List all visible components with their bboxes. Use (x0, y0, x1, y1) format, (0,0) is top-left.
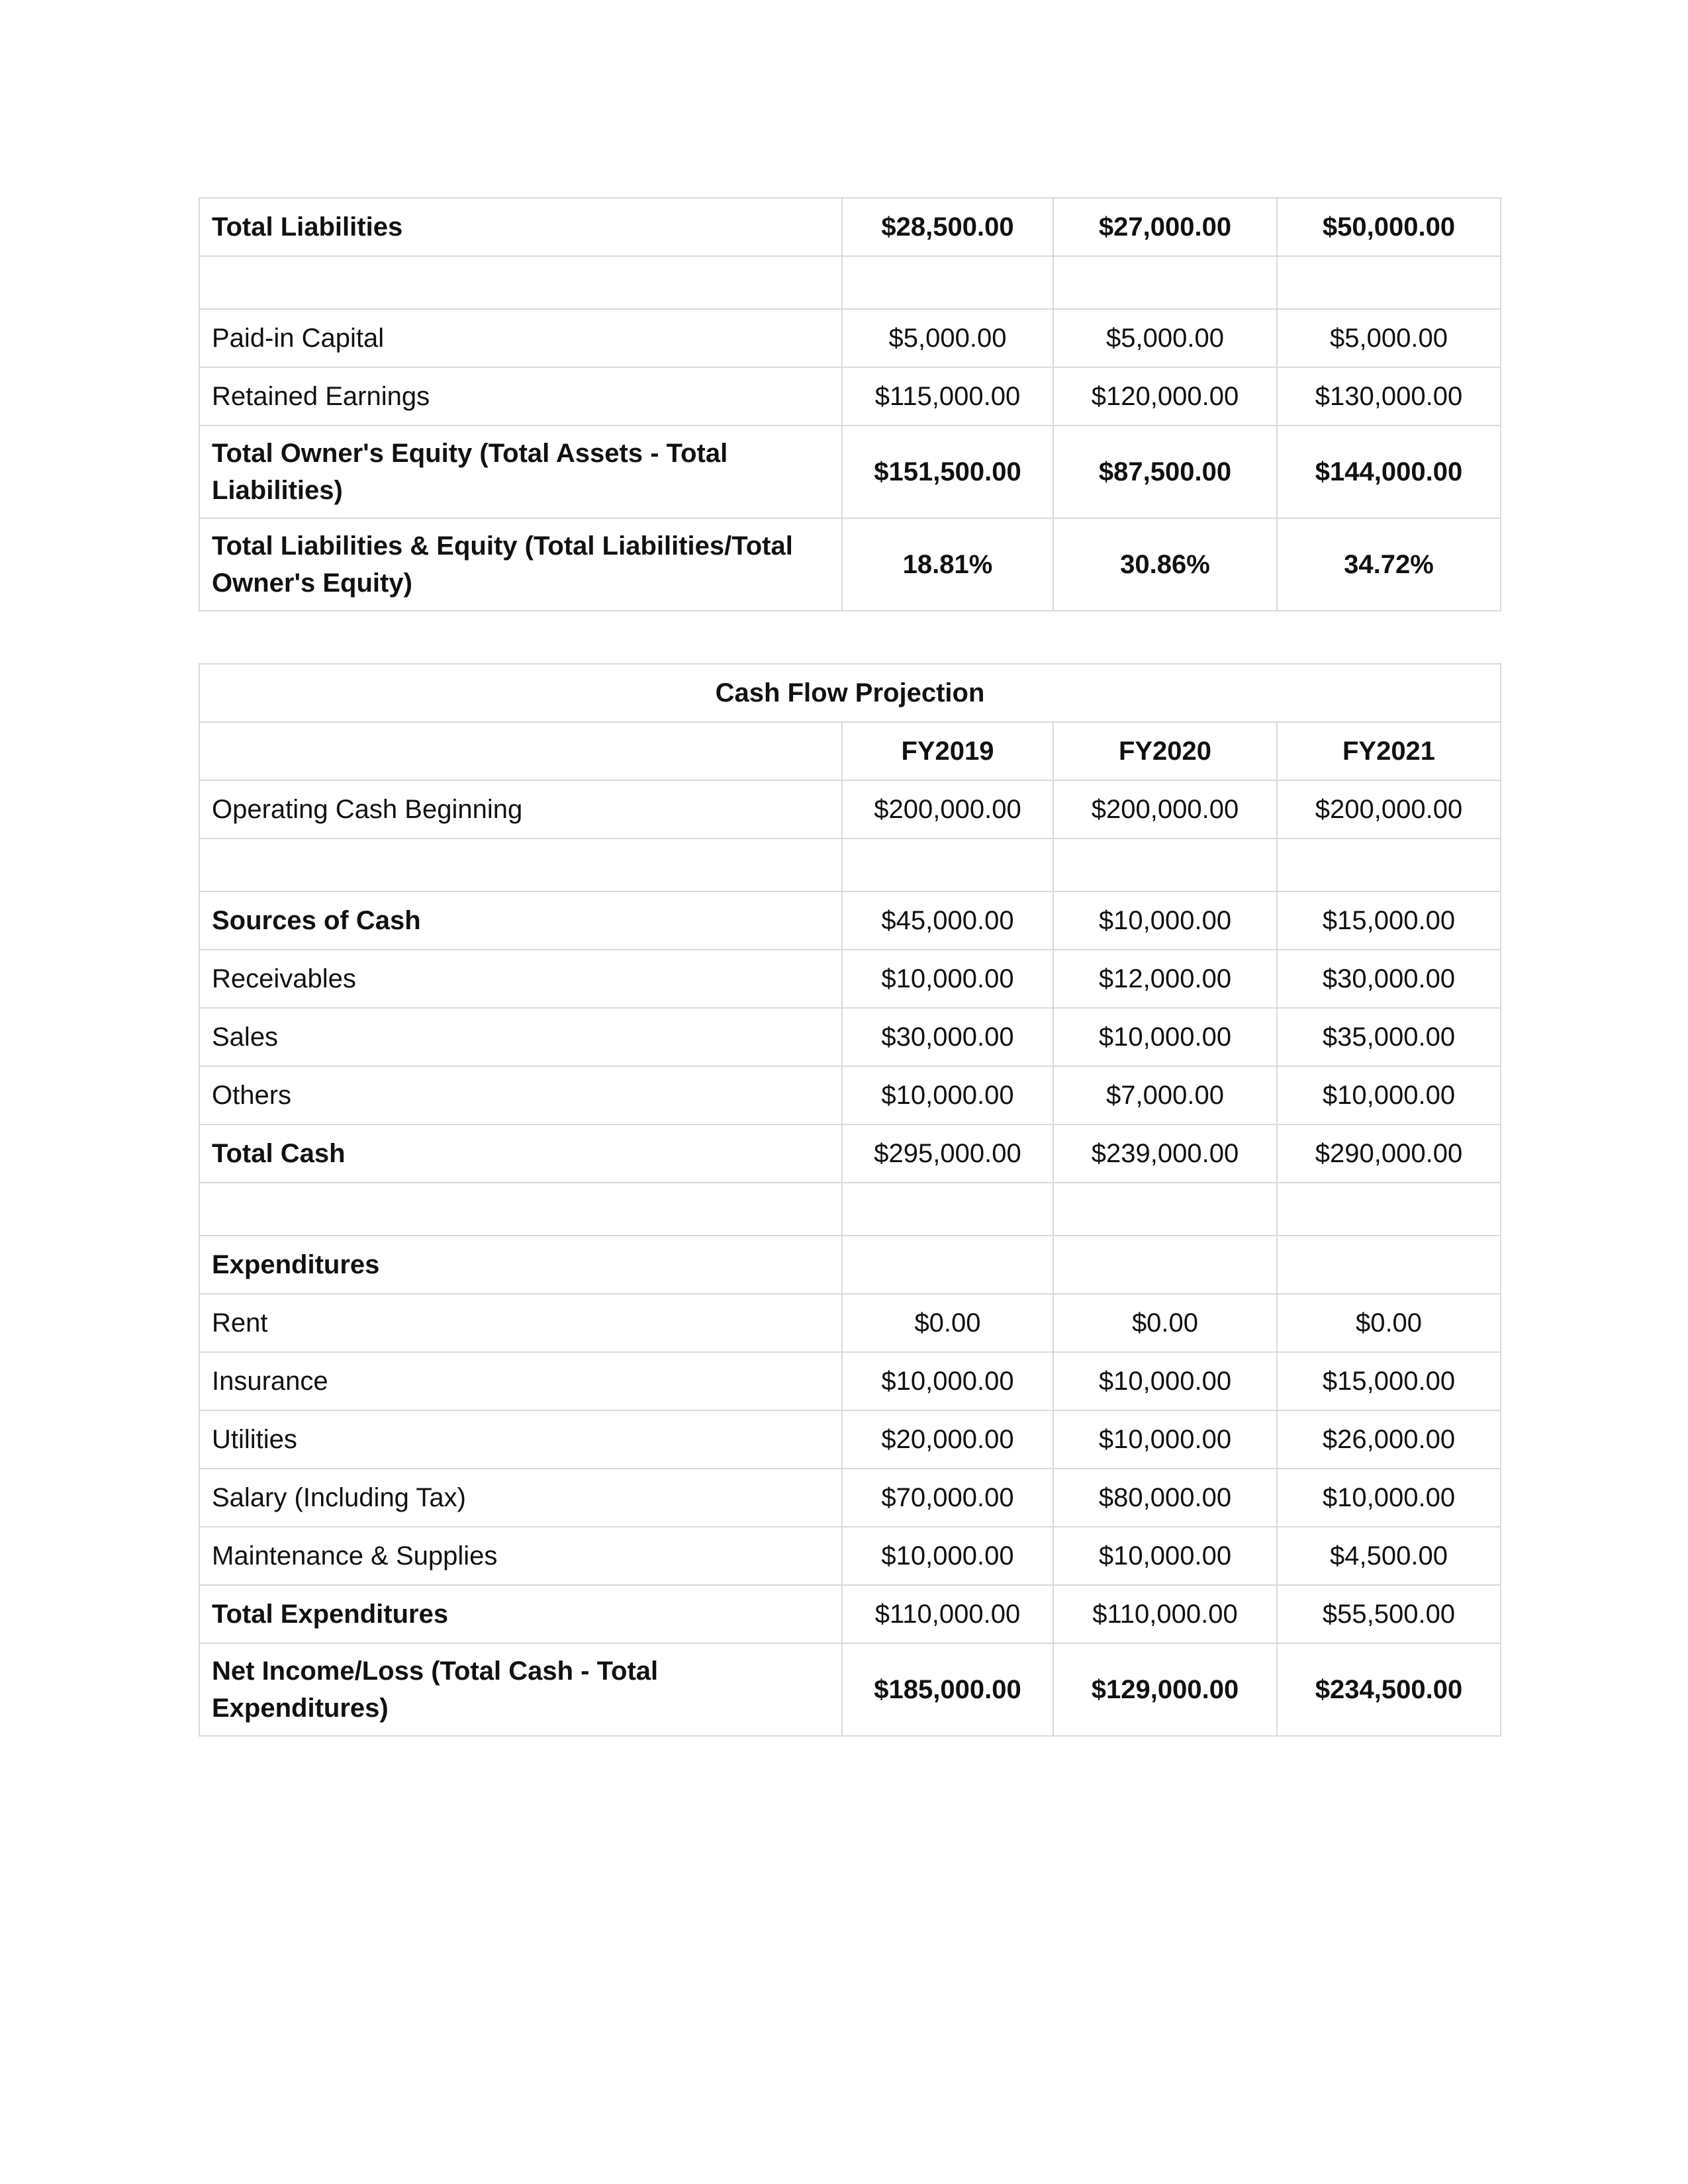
fy2020-value: 30.86% (1053, 518, 1277, 611)
row-label: Others (199, 1066, 842, 1124)
fy2021-value: $15,000.00 (1277, 1352, 1501, 1410)
row-label: Insurance (199, 1352, 842, 1410)
fy2021-value (1277, 839, 1501, 891)
fy2019-value: $115,000.00 (842, 367, 1053, 426)
fy2021-value: $5,000.00 (1277, 309, 1501, 367)
column-header-fy2019: FY2019 (842, 722, 1053, 780)
row-label: Total Cash (199, 1124, 842, 1183)
table-row (199, 426, 1501, 518)
fy2020-value: $10,000.00 (1053, 891, 1277, 950)
table-row (199, 1236, 1501, 1294)
fy2021-value (1277, 1236, 1501, 1294)
row-label: Total Expenditures (199, 1585, 842, 1643)
table-row (199, 891, 1501, 950)
fy2019-value: $45,000.00 (842, 891, 1053, 950)
table-row (199, 1352, 1501, 1410)
row-label: Total Liabilities (199, 198, 842, 256)
table-row (199, 198, 1501, 256)
fy2020-value: $80,000.00 (1053, 1469, 1277, 1527)
header-row (199, 722, 1501, 780)
fy2020-value: $10,000.00 (1053, 1352, 1277, 1410)
row-label: Rent (199, 1294, 842, 1352)
fy2019-value: $110,000.00 (842, 1585, 1053, 1643)
fy2019-value: $185,000.00 (842, 1643, 1053, 1736)
table-row (199, 1124, 1501, 1183)
fy2020-value (1053, 1183, 1277, 1236)
fy2019-value (842, 839, 1053, 891)
column-header-fy2021: FY2021 (1277, 722, 1501, 780)
fy2020-value: $87,500.00 (1053, 426, 1277, 518)
fy2021-value: $290,000.00 (1277, 1124, 1501, 1183)
table-row (199, 1643, 1501, 1736)
cash-flow-table (199, 663, 1501, 1737)
fy2021-value: $200,000.00 (1277, 780, 1501, 839)
fy2019-value: $10,000.00 (842, 1527, 1053, 1585)
fy2019-value: $28,500.00 (842, 198, 1053, 256)
fy2020-value: $129,000.00 (1053, 1643, 1277, 1736)
fy2019-value: $70,000.00 (842, 1469, 1053, 1527)
fy2021-value (1277, 1183, 1501, 1236)
fy2020-value: $239,000.00 (1053, 1124, 1277, 1183)
row-label: Salary (Including Tax) (199, 1469, 842, 1527)
row-label: Expenditures (199, 1236, 842, 1294)
fy2019-value: $200,000.00 (842, 780, 1053, 839)
fy2020-value: $10,000.00 (1053, 1410, 1277, 1469)
row-label: Retained Earnings (199, 367, 842, 426)
row-label (199, 1183, 842, 1236)
title-row (199, 664, 1501, 722)
fy2020-value (1053, 256, 1277, 309)
row-label: Net Income/Loss (Total Cash - Total Expenditures) (199, 1643, 842, 1736)
fy2021-value: $10,000.00 (1277, 1066, 1501, 1124)
fy2020-value: $12,000.00 (1053, 950, 1277, 1008)
table-row (199, 1527, 1501, 1585)
fy2019-value: $10,000.00 (842, 1352, 1053, 1410)
fy2021-value: $10,000.00 (1277, 1469, 1501, 1527)
table-row (199, 1410, 1501, 1469)
row-label: Total Owner's Equity (Total Assets - Total Liabilities) (199, 426, 842, 518)
table-row (199, 518, 1501, 611)
fy2019-value: $0.00 (842, 1294, 1053, 1352)
table-row (199, 1294, 1501, 1352)
table-row (199, 309, 1501, 367)
table-row (199, 1469, 1501, 1527)
fy2021-value: $0.00 (1277, 1294, 1501, 1352)
fy2020-value: $10,000.00 (1053, 1527, 1277, 1585)
fy2020-value: $5,000.00 (1053, 309, 1277, 367)
fy2019-value: $10,000.00 (842, 1066, 1053, 1124)
fy2019-value: $20,000.00 (842, 1410, 1053, 1469)
fy2020-value: $120,000.00 (1053, 367, 1277, 426)
row-label: Utilities (199, 1410, 842, 1469)
fy2021-value: $35,000.00 (1277, 1008, 1501, 1066)
row-label (199, 839, 842, 891)
column-header-fy2020: FY2020 (1053, 722, 1277, 780)
row-label (199, 256, 842, 309)
fy2021-value: $50,000.00 (1277, 198, 1501, 256)
table-row (199, 367, 1501, 426)
table-row (199, 1066, 1501, 1124)
fy2019-value (842, 1183, 1053, 1236)
fy2021-value: $4,500.00 (1277, 1527, 1501, 1585)
table-row (199, 780, 1501, 839)
row-label: Maintenance & Supplies (199, 1527, 842, 1585)
fy2021-value: $30,000.00 (1277, 950, 1501, 1008)
fy2020-value (1053, 839, 1277, 891)
fy2019-value: $30,000.00 (842, 1008, 1053, 1066)
row-label: Total Liabilities & Equity (Total Liabilities/Total Owner's Equity) (199, 518, 842, 611)
fy2019-value: 18.81% (842, 518, 1053, 611)
fy2020-value (1053, 1236, 1277, 1294)
fy2019-value (842, 256, 1053, 309)
fy2020-value: $0.00 (1053, 1294, 1277, 1352)
table-row (199, 1008, 1501, 1066)
table-row (199, 950, 1501, 1008)
table-row (199, 1585, 1501, 1643)
fy2021-value: 34.72% (1277, 518, 1501, 611)
fy2021-value: $234,500.00 (1277, 1643, 1501, 1736)
header-blank-cell (199, 722, 842, 780)
fy2019-value: $5,000.00 (842, 309, 1053, 367)
table-row (199, 839, 1501, 891)
fy2021-value: $15,000.00 (1277, 891, 1501, 950)
fy2020-value: $110,000.00 (1053, 1585, 1277, 1643)
fy2021-value (1277, 256, 1501, 309)
fy2019-value: $151,500.00 (842, 426, 1053, 518)
fy2020-value: $27,000.00 (1053, 198, 1277, 256)
table-row (199, 256, 1501, 309)
row-label: Sources of Cash (199, 891, 842, 950)
row-label: Paid-in Capital (199, 309, 842, 367)
row-label: Receivables (199, 950, 842, 1008)
fy2020-value: $10,000.00 (1053, 1008, 1277, 1066)
fy2019-value (842, 1236, 1053, 1294)
fy2019-value: $10,000.00 (842, 950, 1053, 1008)
table-title: Cash Flow Projection (199, 664, 1501, 722)
row-label: Operating Cash Beginning (199, 780, 842, 839)
fy2020-value: $200,000.00 (1053, 780, 1277, 839)
fy2019-value: $295,000.00 (842, 1124, 1053, 1183)
row-label: Sales (199, 1008, 842, 1066)
fy2021-value: $144,000.00 (1277, 426, 1501, 518)
fy2021-value: $26,000.00 (1277, 1410, 1501, 1469)
fy2020-value: $7,000.00 (1053, 1066, 1277, 1124)
table-row (199, 1183, 1501, 1236)
balance-sheet-table (199, 197, 1501, 612)
fy2021-value: $130,000.00 (1277, 367, 1501, 426)
fy2021-value: $55,500.00 (1277, 1585, 1501, 1643)
